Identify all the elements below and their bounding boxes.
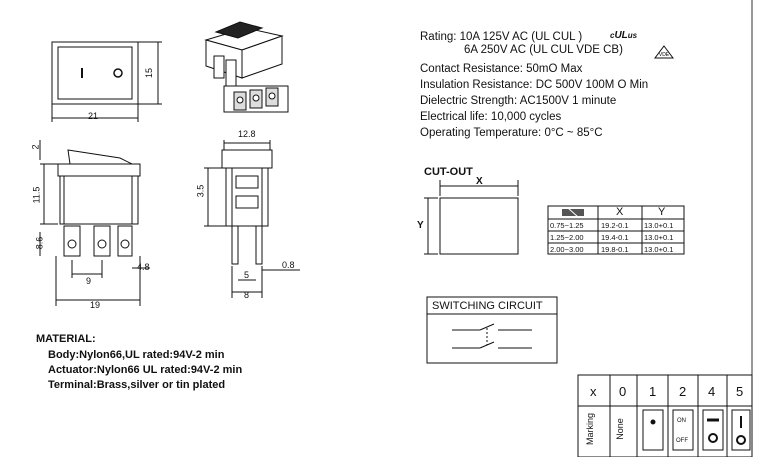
dim-end-height: 3.5 [195, 184, 206, 198]
switch-3d-illustration [206, 22, 288, 112]
marking-table-grid [578, 375, 752, 457]
dim-side-pin-offset: 4.8 [137, 262, 150, 272]
marking-header-4: 4 [708, 384, 716, 399]
dim-front-height: 15 [144, 67, 155, 79]
cutout-col-x: X [616, 206, 624, 218]
dim-end-spacing: 5 [244, 270, 250, 280]
marking-on-label: ON [677, 418, 686, 424]
cutout-row-3-range: 2.00~3.00 [550, 245, 584, 254]
marking-none-label: None [614, 418, 625, 440]
dim-side-lower: 8.6 [34, 236, 45, 250]
dim-end-pin: 0.8 [282, 260, 295, 270]
front-view [52, 42, 162, 122]
material-terminal: Terminal:Brass,silver or tin plated [48, 379, 226, 391]
switching-circuit-title: SWITCHING CIRCUIT [432, 300, 543, 312]
cutout-row-2-y: 13.0+0.1 [644, 233, 674, 242]
cutout-row-1-y: 13.0+0.1 [644, 221, 674, 230]
dim-side-height: 11.5 [31, 186, 42, 204]
spec-rating-1: Rating: 10A 125V AC (UL CUL ) [420, 31, 583, 43]
cutout-row-1-range: 0.75~1.25 [550, 221, 584, 230]
cutout-y-label: Y [417, 220, 424, 231]
material-title: MATERIAL: [36, 333, 96, 345]
dim-side-top: 2 [30, 144, 41, 150]
spec-electrical-life: Electrical life: 10,000 cycles [420, 111, 562, 123]
front-view-marks [82, 68, 122, 78]
marking-symbols [643, 410, 750, 450]
dim-side-total: 19 [90, 300, 101, 310]
spec-operating-temperature: Operating Temperature: 0°C ~ 85°C [420, 127, 603, 139]
vde-logo-icon [654, 45, 674, 59]
cutout-col-y: Y [658, 206, 666, 218]
svg-text:VDE: VDE [658, 52, 670, 58]
cutout-row-1-x: 19.2-0.1 [601, 221, 629, 230]
marking-header-0: 0 [619, 384, 627, 399]
material-actuator: Actuator:Nylon66 UL rated:94V-2 min [48, 364, 243, 376]
cutout-row-3-x: 19.8-0.1 [601, 245, 629, 254]
marking-header-x: x [590, 384, 597, 399]
marking-off-label: OFF [676, 438, 688, 444]
thickness-symbol-icon [562, 208, 584, 217]
cutout-row-3-y: 13.0+0.1 [644, 245, 674, 254]
cutout-x-label: X [476, 176, 483, 187]
marking-row-label: Marking [585, 412, 596, 446]
material-body: Body:Nylon66,UL rated:94V-2 min [48, 349, 225, 361]
cutout-row-2-x: 19.4-0.1 [601, 233, 629, 242]
dim-end-width: 12.8 [238, 129, 256, 139]
dim-end-total: 8 [244, 290, 250, 300]
cutout-drawing [424, 180, 518, 254]
marking-header-5: 5 [736, 384, 744, 399]
cutout-title: CUT-OUT [424, 166, 473, 178]
dim-side-pin-spacing: 9 [86, 276, 92, 286]
end-view [204, 140, 300, 298]
marking-header-1: 1 [649, 384, 657, 399]
cutout-row-2-range: 1.25~2.00 [550, 233, 584, 242]
ul-cul-logo-icon: cULus [610, 30, 638, 41]
marking-header-2: 2 [679, 384, 687, 399]
spec-rating-2: 6A 250V AC (UL CUL VDE CB) [464, 44, 623, 56]
side-view [40, 140, 150, 306]
spec-contact-resistance: Contact Resistance: 50mO Max [420, 63, 583, 75]
dim-front-width: 21 [88, 111, 99, 121]
spec-insulation-resistance: Insulation Resistance: DC 500V 100M O Min [420, 79, 649, 91]
spec-dielectric-strength: Dielectric Strength: AC1500V 1 minute [420, 95, 617, 107]
